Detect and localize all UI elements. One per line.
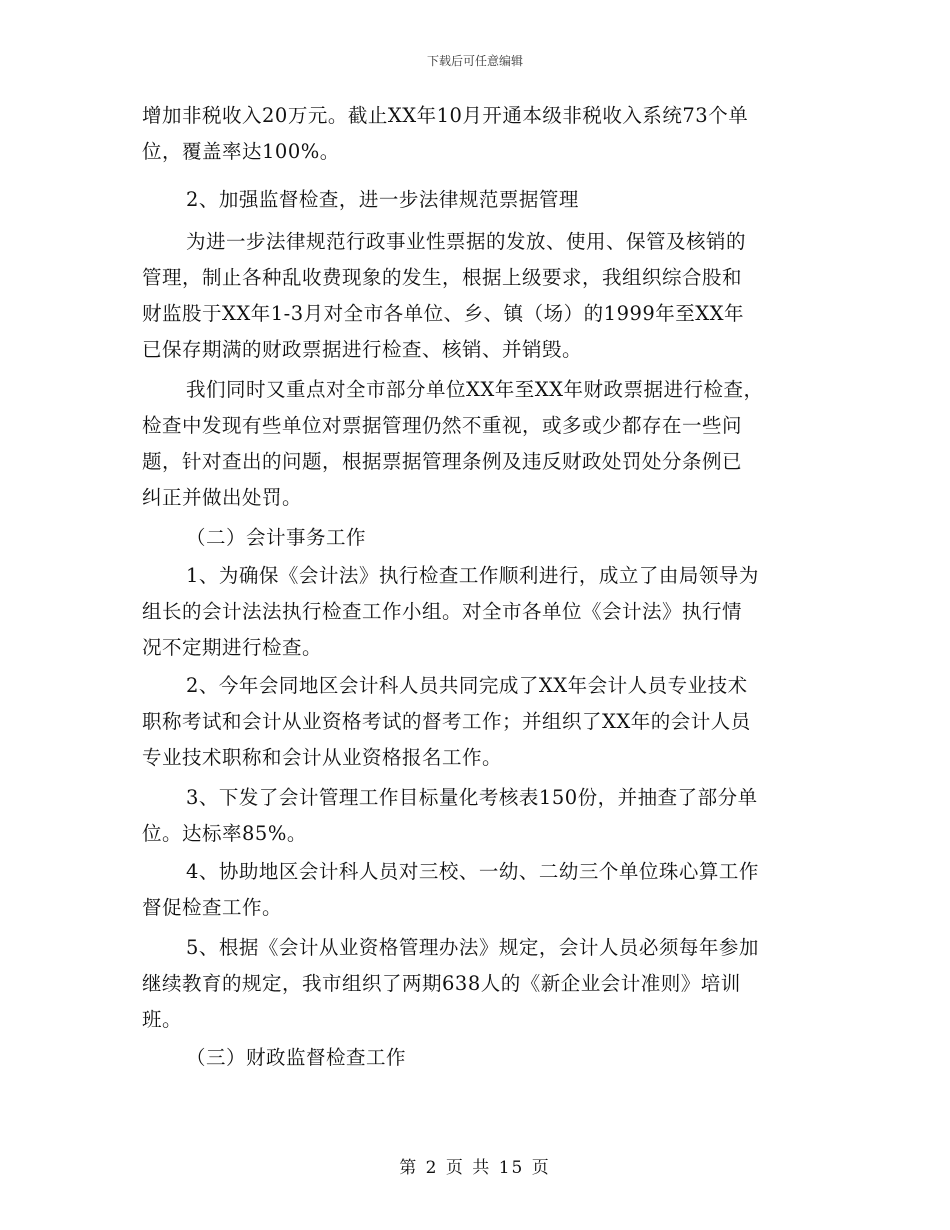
page-number: 第 2 页 共 15 页 [399, 1158, 551, 1178]
page-header-note: 下载后可任意编辑 [426, 54, 523, 68]
text-line: 3、下发了会计管理工作目标量化考核表150份，并抽查了部分单 [186, 786, 758, 809]
section-heading: （三）财政监督检查工作 [186, 1046, 407, 1069]
text-line: 财监股于XX年1-3月对全市各单位、乡、镇（场）的1999年至XX年 [142, 302, 745, 325]
text-line: 我们同时又重点对全市部分单位XX年至XX年财政票据进行检查， [186, 378, 764, 401]
text-line: 组长的会计法法执行检查工作小组。对全市各单位《会计法》执行情 [142, 600, 743, 623]
text-line: 督促检查工作。 [142, 896, 283, 919]
text-line: 班。 [142, 1008, 183, 1031]
text-line: 4、协助地区会计科人员对三校、一幼、二幼三个单位珠心算工作 [186, 860, 759, 883]
text-line: 位，覆盖率达100%。 [142, 140, 340, 163]
text-line: 纠正并做出处罚。 [142, 486, 303, 509]
text-line: 继续教育的规定，我市组织了两期638人的《新企业会计准则》培训 [142, 972, 741, 995]
section-heading: 2、加强监督检查，进一步法律规范票据管理 [186, 188, 579, 211]
text-line: 已保存期满的财政票据进行检查、核销、并销毁。 [142, 338, 583, 361]
text-line: 为进一步法律规范行政事业性票据的发放、使用、保管及核销的 [186, 230, 747, 253]
text-line: 专业技术职称和会计从业资格报名工作。 [142, 746, 503, 769]
text-line: 1、为确保《会计法》执行检查工作顺利进行，成立了由局领导为 [186, 564, 759, 587]
text-line: 2、今年会同地区会计科人员共同完成了XX年会计人员专业技术 [186, 674, 748, 697]
section-heading: （二）会计事务工作 [186, 526, 367, 549]
text-line: 况不定期进行检查。 [142, 636, 323, 659]
text-line: 位。达标率85%。 [142, 822, 307, 845]
text-line: 管理，制止各种乱收费现象的发生，根据上级要求，我组织综合股和 [142, 266, 743, 289]
text-line: 职称考试和会计从业资格考试的督考工作；并组织了XX年的会计人员 [142, 710, 751, 733]
text-line: 增加非税收入20万元。截止XX年10月开通本级非税收入系统73个单 [142, 104, 749, 127]
text-line: 检查中发现有些单位对票据管理仍然不重视，或多或少都存在一些问 [142, 414, 743, 437]
text-line: 5、根据《会计从业资格管理办法》规定，会计人员必须每年参加 [186, 936, 759, 959]
text-line: 题，针对查出的问题，根据票据管理条例及违反财政处罚处分条例已 [142, 450, 743, 473]
